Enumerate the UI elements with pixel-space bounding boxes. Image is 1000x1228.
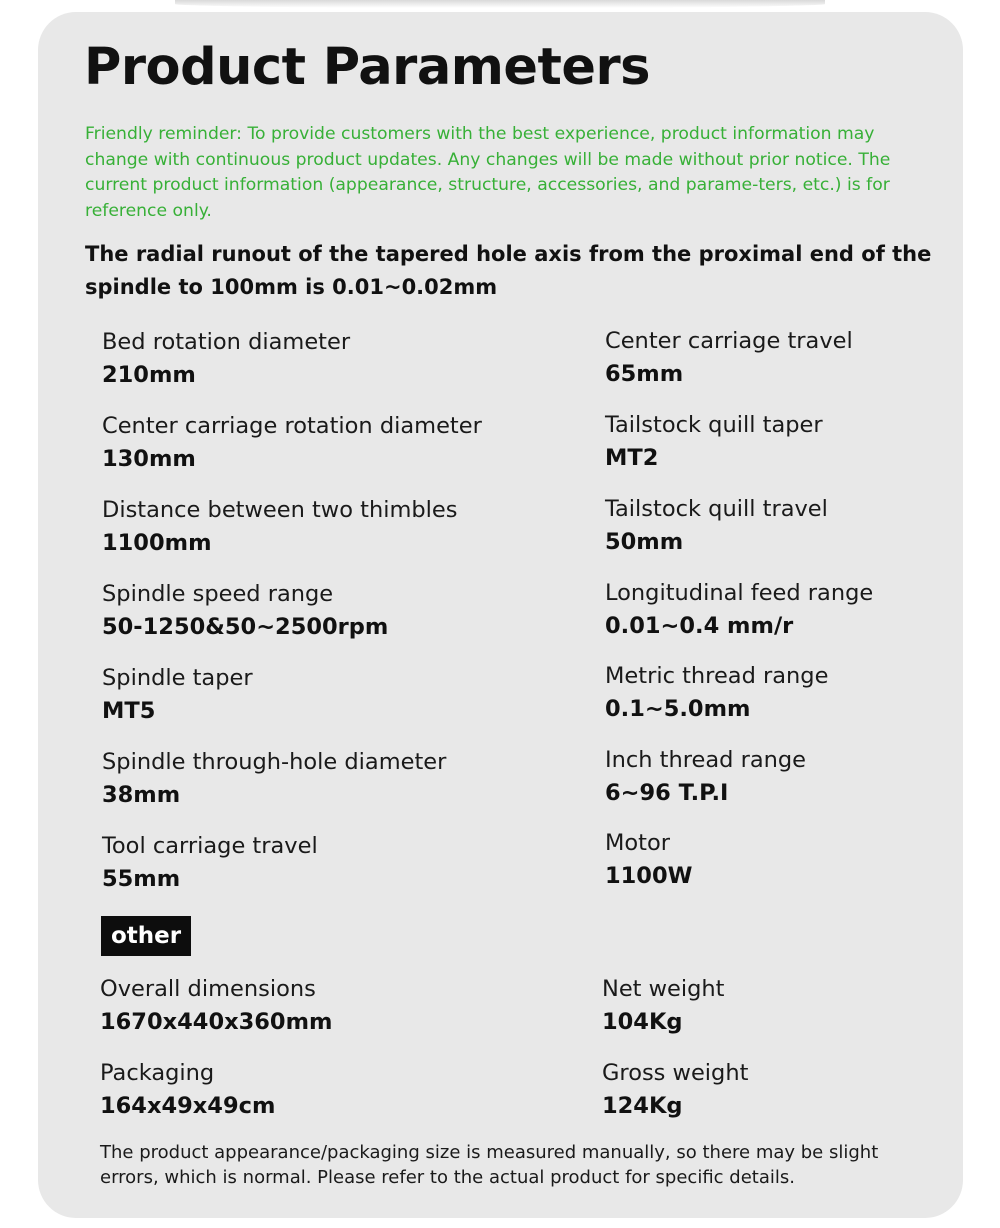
param-overall-dimensions [100,974,520,1038]
param-label: Spindle taper [102,665,253,691]
param-value: 0.01~0.4 mm/r [605,613,794,639]
param-label: Longitudinal feed range [605,580,874,606]
param-value: 50mm [605,529,684,555]
param-distance-between-thimbles [102,495,522,559]
param-value: 6~96 T.P.I [605,780,729,806]
param-packaging [100,1058,520,1122]
param-metric-thread-range [605,661,1000,725]
param-label: Distance between two thimbles [102,497,458,523]
param-label: Center carriage rotation diameter [102,413,482,439]
param-value: 0.1~5.0mm [605,696,751,722]
param-spindle-speed-range [102,579,522,643]
param-net-weight [602,974,1000,1038]
param-center-carriage-travel [605,326,1000,390]
param-tailstock-quill-travel [605,494,1000,558]
param-center-carriage-rotation-diameter [102,411,522,475]
top-shadow [175,0,825,8]
param-label: Tailstock quill taper [605,412,823,438]
friendly-reminder: Friendly reminder: To provide customers with the best experience, product information may change with continuous product updates. Any changes will be made without prior notice. The current product information (appearance, structure, accessories, and parame-ters, etc.) is for reference only. [85,124,891,221]
param-spindle-taper [102,663,522,727]
param-value: 1670x440x360mm [100,1009,333,1035]
param-value: 124Kg [602,1093,683,1119]
param-value: MT5 [102,698,156,724]
param-bed-rotation-diameter [102,327,522,391]
param-label: Tool carriage travel [102,833,318,859]
param-label: Tailstock quill travel [605,496,828,522]
param-value: 104Kg [602,1009,683,1035]
param-label: Gross weight [602,1060,749,1086]
param-value: 1100mm [102,530,212,556]
param-label: Spindle through-hole diameter [102,749,447,775]
param-value: 164x49x49cm [100,1093,276,1119]
param-gross-weight [602,1058,1000,1122]
other-section-badge: other [101,916,191,956]
param-value: 38mm [102,782,181,808]
param-tailstock-quill-taper [605,410,1000,474]
measurement-footnote: The product appearance/packaging size is measured manually, so there may be slight errors, which is normal. Please refer to the actual product for specific details. [100,1142,879,1188]
runout-statement: The radial runout of the tapered hole axis from the proximal end of the spindle to 100mm is 0.01~0.02mm [85,242,932,299]
param-label: Metric thread range [605,663,829,689]
param-value: 1100W [605,863,693,889]
param-label: Overall dimensions [100,976,316,1002]
param-value: 55mm [102,866,181,892]
param-label: Spindle speed range [102,581,334,607]
param-motor [605,828,1000,892]
param-label: Inch thread range [605,747,807,773]
param-label: Packaging [100,1060,215,1086]
param-tool-carriage-travel [102,831,522,895]
param-label: Bed rotation diameter [102,329,351,355]
param-label: Motor [605,830,671,856]
param-spindle-through-hole-diameter [102,747,522,811]
param-value: 130mm [102,446,196,472]
param-value: 50-1250&50~2500rpm [102,614,389,640]
param-longitudinal-feed-range [605,578,1000,642]
param-value: 210mm [102,362,196,388]
param-value: 65mm [605,361,684,387]
param-inch-thread-range [605,745,1000,809]
page-title: Product Parameters [84,38,650,97]
param-value: MT2 [605,445,659,471]
param-label: Center carriage travel [605,328,853,354]
param-label: Net weight [602,976,725,1002]
